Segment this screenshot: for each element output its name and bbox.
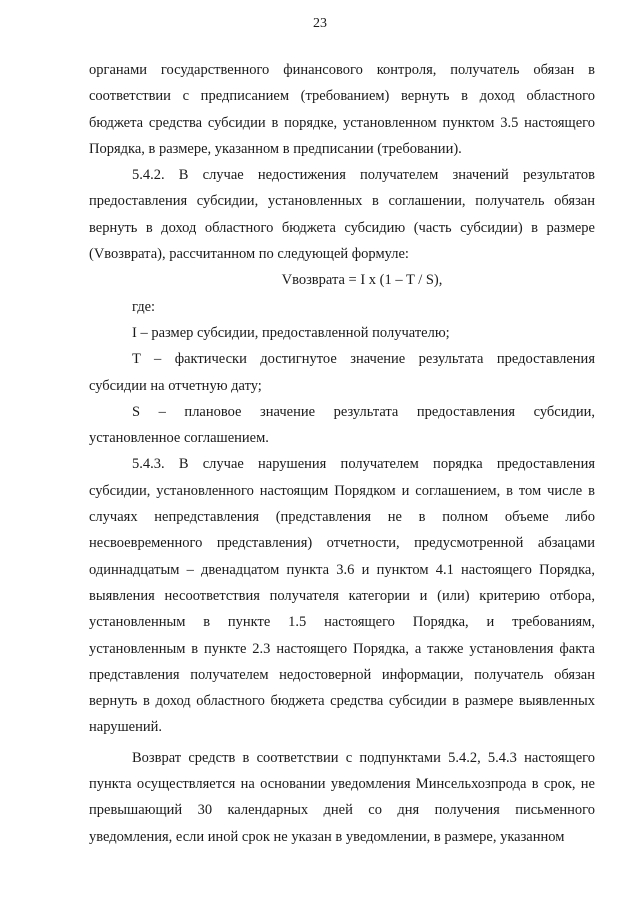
definition-i: I – размер субсидии, предоставленной получателю; (132, 324, 450, 341)
paragraph-5-4-2: 5.4.2. В случае недостижения получателем значений результатов предоставления субсидии, установленных в соглашении, получатель обязан вернуть в доход областного бюджета субсидию (часть субсидии) в размере (Vвозврата), рассчитанном по следующей формуле: (89, 167, 595, 263)
definition-s: S – плановое значение результата предоставления субсидии, установленное соглашением. (89, 403, 595, 447)
definition-t: T – фактически достигнутое значение результата предоставления субсидии на отчетную дату; (89, 351, 595, 394)
document-body (89, 57, 595, 850)
where-label: где: (132, 298, 156, 315)
page-number: 23 (313, 16, 327, 31)
paragraph-continuation: органами государственного финансового контроля, получатель обязан в соответствии с предписанием (требованием) вернуть в доход областного бюджета средства субсидии в порядке, установленном пунктом 3.5 настоящего Порядка, в размере, указанном в предписании (требовании). (89, 62, 595, 157)
paragraph-refund: Возврат средств в соответствии с подпунктами 5.4.2, 5.4.3 настоящего пункта осуществляется на основании уведомления Минсельхозпрода в срок, не превышающий 30 календарных дней со дня получения письменного уведомления, если иной срок не указан в уведомлении, в размере, указанном (89, 749, 595, 845)
formula: Vвозврата = I x (1 – T / S), (281, 272, 443, 289)
paragraph-5-4-3: 5.4.3. В случае нарушения получателем порядка предоставления субсидии, установленного настоящим Порядком и соглашением, в том числе в случаях непредставления (представления не в полном объеме либо несвоевременного представления) отчетности, предусмотренной абзацами одиннадцатым – двенадцатом пункта 3.6 и пунктом 4.1 настоящего Порядка, выявления несоответствия получателя категории и (или) критерию отбора, установленным в пункте 1.5 настоящего Порядка, и требованиям, установленным в пункте 2.3 настоящего Порядка, а также установления факта представления получателем недостоверной информации, получатель обязан вернуть в доход областного бюджета средства субсидии в размере выявленных нарушений. (89, 456, 595, 736)
